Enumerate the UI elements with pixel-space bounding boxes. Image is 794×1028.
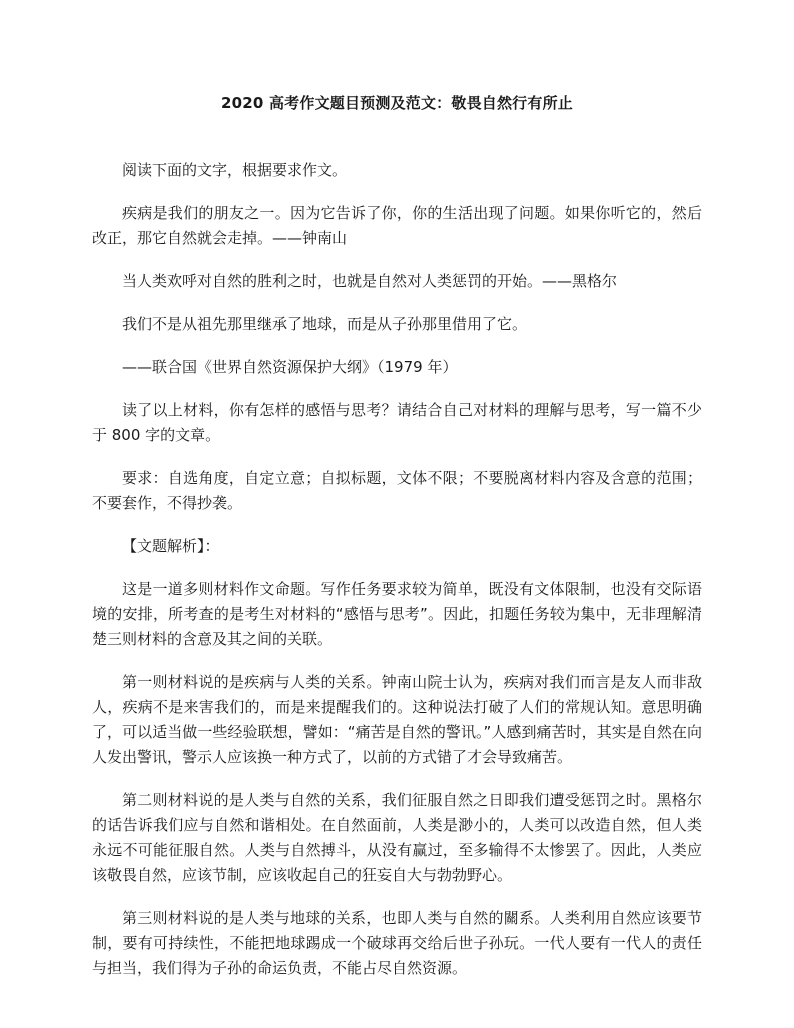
paragraph-quote-hegel: 当人类欢呼对自然的胜利之时，也就是自然对人类惩罚的开始。——黑格尔 (122, 272, 618, 290)
paragraph-quote-source: ——联合国《世界自然资源保护大纲》（1979 年） (122, 358, 458, 376)
paragraph-task: 读了以上材料，你有怎样的感悟与思考？请结合自己对材料的理解与思考，写一篇不少于 800 字的文章。 (92, 401, 702, 444)
paragraph-quote-un: 我们不是从祖先那里继承了地球，而是从子孙那里借用了它。 (122, 315, 528, 333)
paragraph-requirements: 要求：自选角度，自定立意；自拟标题，文体不限；不要脱离材料内容及含意的范围；不要套作，不得抄袭。 (92, 469, 702, 512)
paragraph-instruction: 阅读下面的文字，根据要求作文。 (122, 161, 348, 179)
paragraph-quote-zhong: 疾病是我们的朋友之一。因为它告诉了你，你的生活出现了问题。如果你听它的，然后改正，那它自然就会走掉。——钟南山 (92, 204, 702, 247)
paragraph-analysis-second: 第二则材料说的是人类与自然的关系，我们征服自然之日即我们遭受惩罚之时。黑格尔的话告诉我们应与自然和谐相处。在自然面前，人类是渺小的，人类可以改造自然，但人类永远不可能征服自然。人类与自然搏斗，从没有赢过，至多输得不太惨罢了。因此，人类应该敬畏自然，应该节制，应该收起自己的狂妄自大与勃勃野心。 (92, 791, 702, 884)
section-heading-analysis: 【文题解析】： (122, 537, 220, 555)
paragraph-analysis-intro: 这是一道多则材料作文命题。写作任务要求较为简单，既没有文体限制，也没有交际语境的安排，所考查的是考生对材料的“感悟与思考”。因此，扣题任务较为集中，无非理解清楚三则材料的含意及其之间的关联。 (92, 580, 702, 648)
paragraph-analysis-third: 第三则材料说的是人类与地球的关系，也即人类与自然的關系。人类利用自然应该要节制，要有可持续性，不能把地球踢成一个破球再交给后世子孙玩。一代人要有一代人的责任与担当，我们得为子孙的命运负责，不能占尽自然资源。 (92, 909, 702, 977)
document-title: 2020 高考作文题目预测及范文：敬畏自然行有所止 (221, 94, 573, 112)
paragraph-analysis-first: 第一则材料说的是疾病与人类的关系。钟南山院士认为，疾病对我们而言是友人而非敌人，疾病不是来害我们的，而是来提醒我们的。这种说法打破了人们的常规认知。意思明确了，可以适当做一些经验联想，譬如：“痛苦是自然的警讯。”人感到痛苦时，其实是自然在向人发出警讯，警示人应该换一种方式了，以前的方式错了才会导致痛苦。 (92, 673, 702, 766)
